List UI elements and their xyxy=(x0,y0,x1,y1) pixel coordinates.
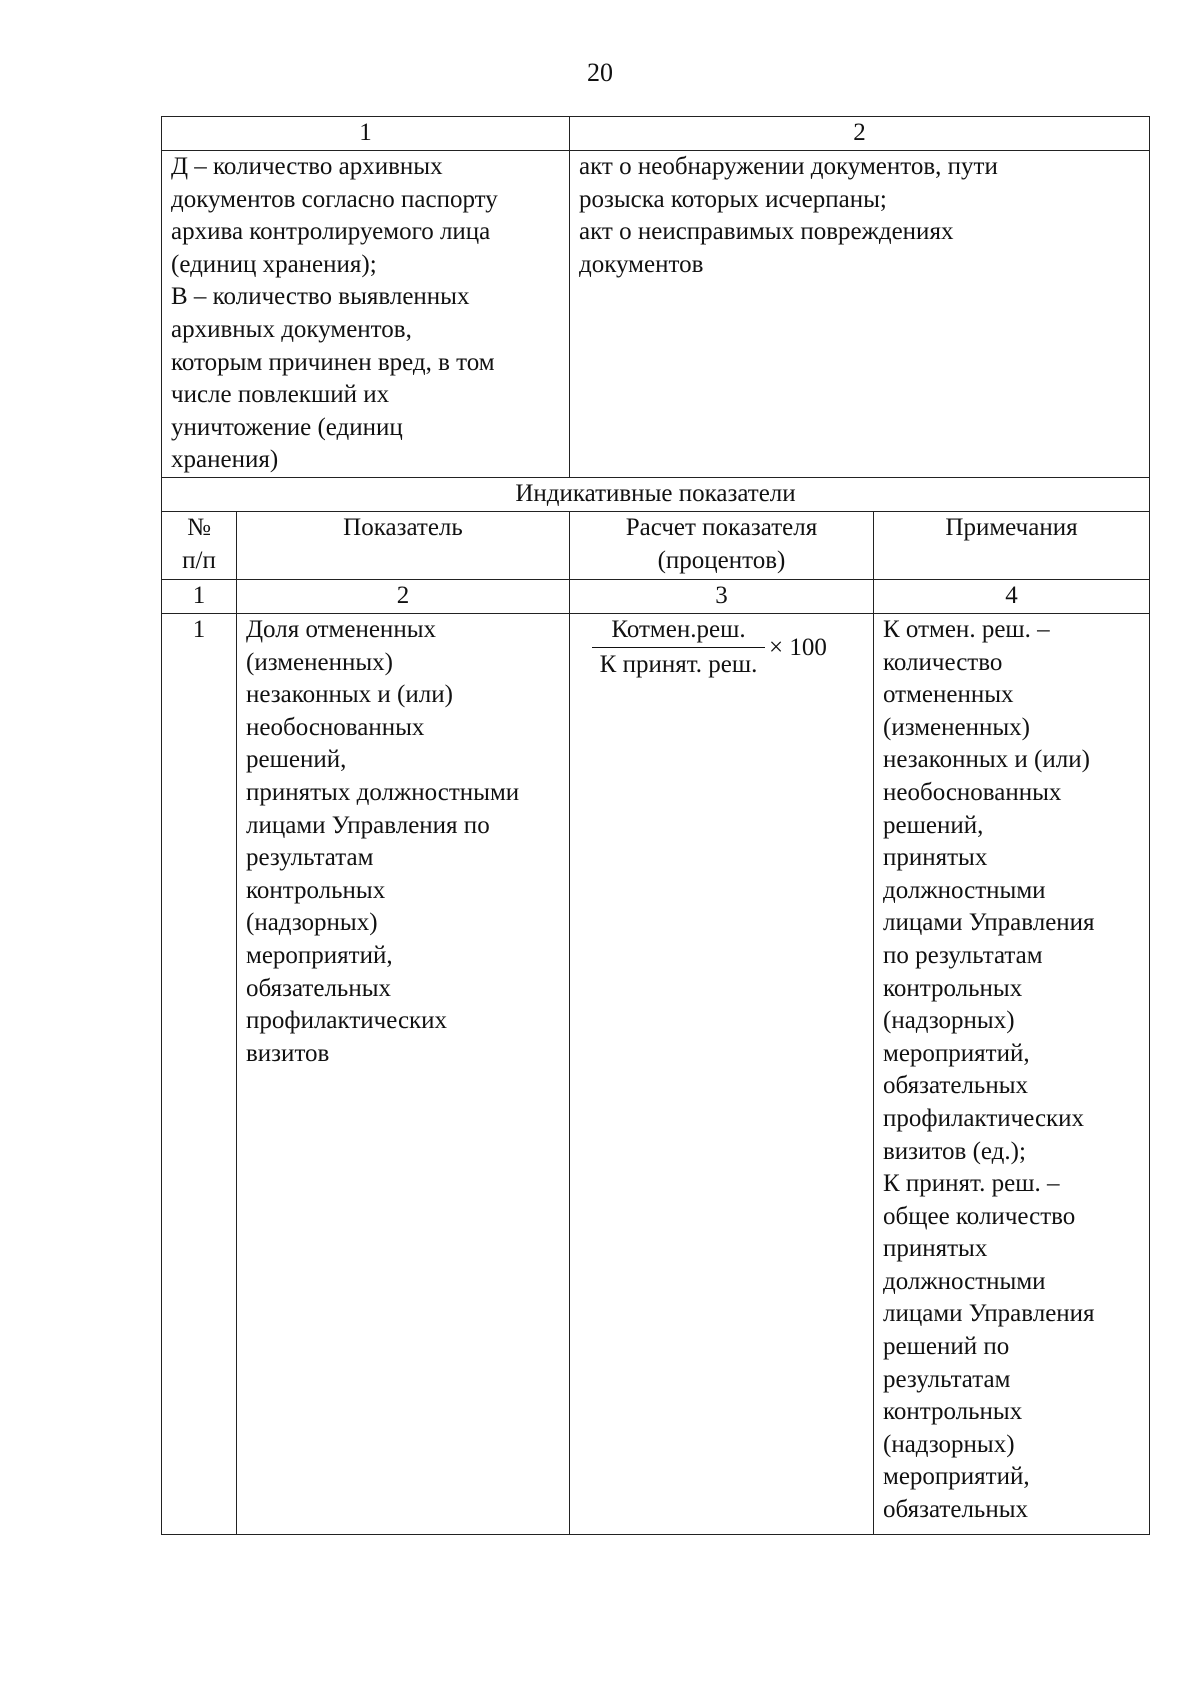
text-line: визитов (ед.); xyxy=(883,1137,1026,1165)
text-line: лицами Управления по xyxy=(246,811,490,839)
section-title: Индикативные показатели xyxy=(162,478,1150,512)
fraction-bar xyxy=(592,647,765,648)
header-line: (процентов) xyxy=(657,546,786,574)
text-line: акт о необнаружении документов, пути xyxy=(579,153,998,180)
text-line: (измененных) xyxy=(883,713,1030,741)
text-line: мероприятий, xyxy=(246,941,393,969)
col-number-2: 2 xyxy=(237,580,570,614)
text-line: мероприятий, xyxy=(883,1039,1030,1067)
text-line: (надзорных) xyxy=(246,909,378,937)
text-line: должностными xyxy=(883,876,1046,904)
text-line: Доля отмененных xyxy=(246,616,436,643)
formula-denominator: К принят. реш. xyxy=(599,651,758,678)
text-line: результатам xyxy=(246,844,374,872)
section-title-row xyxy=(162,478,1150,512)
header-line: п/п xyxy=(182,546,216,574)
text-line: В – количество выявленных xyxy=(171,283,470,311)
text-line: (единиц хранения); xyxy=(171,250,377,278)
header-notes: Примечания xyxy=(874,512,1150,580)
text-line: решений по xyxy=(883,1333,1010,1361)
text-line: обязательных xyxy=(246,974,391,1002)
top-col1-cell xyxy=(162,151,570,478)
text-line: необоснованных xyxy=(246,713,425,741)
text-line: архивных документов, xyxy=(171,315,412,343)
indicator-row xyxy=(162,614,1150,1535)
top-col1-text xyxy=(171,151,560,477)
col-number-4: 4 xyxy=(874,580,1150,614)
header-num xyxy=(162,512,237,580)
text-line: мероприятий, xyxy=(883,1463,1030,1491)
col-number-3: 3 xyxy=(570,580,874,614)
top-table-content-row xyxy=(162,151,1150,478)
text-line: результатам xyxy=(883,1365,1011,1393)
text-line: по результатам xyxy=(883,941,1043,969)
text-line: решений, xyxy=(883,811,984,839)
text-line: профилактических xyxy=(883,1104,1085,1132)
text-line: (надзорных) xyxy=(883,1430,1015,1458)
indicators-header-row xyxy=(162,512,1150,580)
indicator-text xyxy=(246,614,560,1070)
text-line: документов согласно паспорту xyxy=(171,185,498,213)
text-line: акт о неисправимых повреждениях xyxy=(579,218,954,246)
top-table-header-row xyxy=(162,117,1150,151)
text-line: лицами Управления xyxy=(883,909,1095,937)
formula-numerator: Котмен.реш. xyxy=(611,616,746,643)
text-line: необоснованных xyxy=(883,778,1062,806)
col-number-1: 1 xyxy=(162,580,237,614)
column-numbers-row xyxy=(162,580,1150,614)
notes-cell xyxy=(874,614,1150,1535)
formula-cell xyxy=(570,614,874,1535)
text-line: Д – количество архивных xyxy=(171,153,443,180)
document-table xyxy=(161,116,1150,1535)
text-line: обязательных xyxy=(883,1072,1028,1100)
top-header-col2: 2 xyxy=(570,117,1150,151)
text-line: документов xyxy=(579,250,704,278)
text-line: контрольных xyxy=(883,1398,1023,1426)
text-line: профилактических xyxy=(246,1007,448,1035)
formula-fraction xyxy=(592,615,765,680)
text-line: контрольных xyxy=(246,876,386,904)
text-line: архива контролируемого лица xyxy=(171,218,491,246)
text-line: числе повлекший их xyxy=(171,381,390,409)
text-line: К принят. реш. – xyxy=(883,1170,1060,1198)
text-line: незаконных и (или) xyxy=(246,681,453,709)
text-line: К отмен. реш. – xyxy=(883,616,1050,643)
text-line: принятых должностными xyxy=(246,778,520,806)
text-line: визитов xyxy=(246,1039,330,1067)
row-number: 1 xyxy=(162,614,237,1535)
top-col2-cell xyxy=(570,151,1150,478)
text-line: которым причинен вред, в том xyxy=(171,348,495,376)
header-line: № xyxy=(187,514,211,541)
formula xyxy=(579,615,864,681)
text-line: незаконных и (или) xyxy=(883,746,1090,774)
header-calculation xyxy=(570,512,874,580)
text-line: количество xyxy=(883,648,1003,676)
header-indicator: Показатель xyxy=(237,512,570,580)
notes-text xyxy=(883,614,1140,1527)
text-line: принятых xyxy=(883,844,988,872)
indicator-cell xyxy=(237,614,570,1535)
text-line: отмененных xyxy=(883,681,1014,709)
text-line: общее количество xyxy=(883,1202,1076,1230)
text-line: решений, xyxy=(246,746,347,774)
header-num-text xyxy=(166,512,232,577)
header-calculation-text xyxy=(574,512,869,577)
text-line: розыска которых исчерпаны; xyxy=(579,185,887,213)
text-line: (надзорных) xyxy=(883,1007,1015,1035)
formula-multiplier: × 100 xyxy=(769,634,827,661)
text-line: уничтожение (единиц xyxy=(171,413,403,441)
text-line: должностными xyxy=(883,1267,1046,1295)
top-header-col1: 1 xyxy=(162,117,570,151)
text-line: лицами Управления xyxy=(883,1300,1095,1328)
text-line: (измененных) xyxy=(246,648,393,676)
header-line: Расчет показателя xyxy=(625,514,818,541)
text-line: контрольных xyxy=(883,974,1023,1002)
page-number: 20 xyxy=(587,58,613,87)
text-line: принятых xyxy=(883,1235,988,1263)
text-line: обязательных xyxy=(883,1496,1028,1524)
top-col2-text xyxy=(579,151,1140,281)
text-line: хранения) xyxy=(171,446,279,474)
